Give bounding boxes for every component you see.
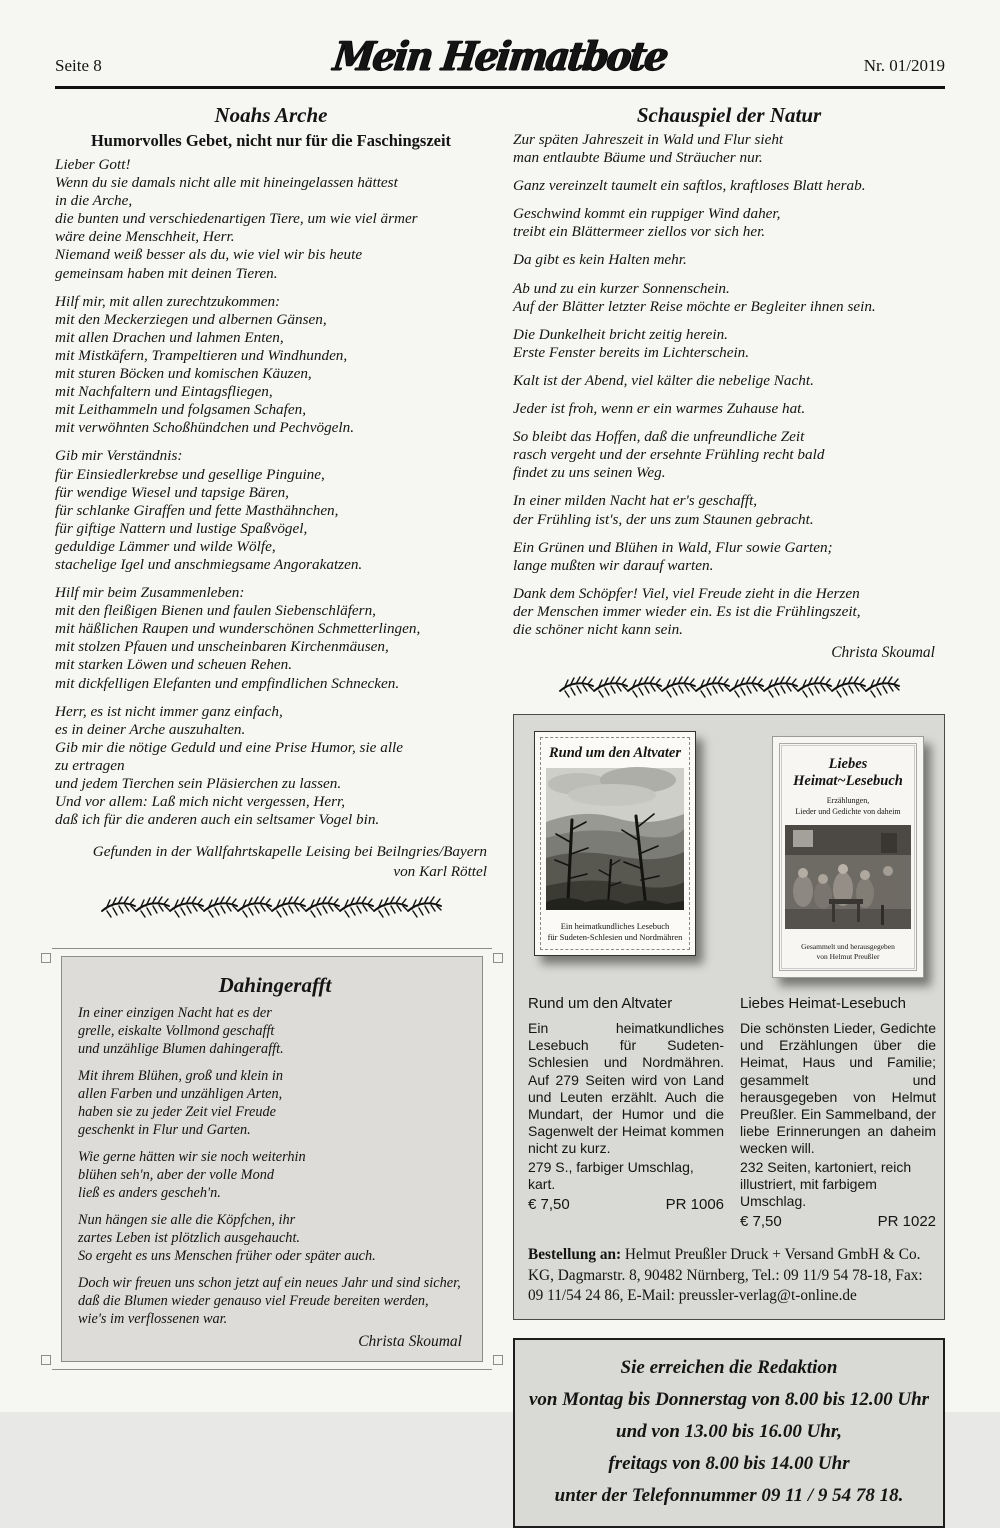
book-cover-caption: Ein heimatkundliches Lesebuch für Sudeten-Schlesien und Nordmähren <box>547 921 683 943</box>
poem-line: Auf der Blätter letzter Reise möchte er Begleiter ihnen sein. <box>513 297 876 315</box>
masthead-title: Mein Heimatbote <box>330 32 670 80</box>
poem-line: mit sturen Böcken und komischen Käuzen, <box>55 365 312 383</box>
poem-schauspiel <box>513 131 945 639</box>
poem-line: Mit ihrem Blühen, groß und klein in <box>78 1068 284 1085</box>
book-price: € 7,50 <box>740 1213 782 1231</box>
stanza-gap <box>513 316 945 326</box>
poem-line: Kalt ist der Abend, viel kälter die nebelige Nacht. <box>513 371 814 389</box>
order-contact <box>526 1245 932 1307</box>
order-label: Bestellung an: <box>528 1246 622 1264</box>
poem-line: mit Mistkäfern, Trampeltieren und Windhunden, <box>55 346 348 364</box>
poem-line: und unzählige Blumen dahingerafft. <box>78 1041 284 1058</box>
poem-line: findet zu uns seinen Weg. <box>513 464 666 482</box>
article-subtitle: Humorvolles Gebet, nicht nur für die Faschingszeit <box>90 131 452 150</box>
corner-square-ornament <box>493 1355 503 1365</box>
book-cover-frame <box>540 737 690 950</box>
poem-line: mit den Meckerziegen und albernen Gänsen, <box>55 310 327 328</box>
poem-line: mit Nachfaltern und Eintagsfliegen, <box>55 383 273 401</box>
poem-line: von Montag bis Donnerstag von 8.00 bis 12.00 Uhr <box>528 1388 930 1410</box>
poem-line: ließ es anders gescheh'n. <box>78 1185 221 1202</box>
poem-line: freitags von 8.00 bis 14.00 Uhr <box>608 1452 850 1474</box>
poem-line: Ganz vereinzelt taumelt ein saftlos, kraftloses Blatt herab. <box>513 177 866 195</box>
poem-line: für giftige Nattern und lustige Spaßvögel, <box>55 519 308 537</box>
stanza-gap <box>55 437 487 447</box>
poem-line: für schlanke Giraffen und fette Masthähnchen, <box>55 501 339 519</box>
book-price-row <box>528 1196 724 1213</box>
poem-line: Doch wir freuen uns schon jetzt auf ein neues Jahr und sind sicher, <box>78 1275 461 1292</box>
book-description-text: Die schönsten Lieder, Gedichte und Erzählungen über die Heimat, Haus und Familie; gesammelt und herausgegeben von Helmut Preußler. Ein Sammelband, der liebe Erinnerungen an daheim wecken will. <box>740 1020 936 1157</box>
poem-line: So ergeht es uns Menschen früher oder später auch. <box>78 1248 376 1265</box>
content-columns <box>55 97 945 1528</box>
article-title: Dahingerafft <box>218 973 332 998</box>
attribution-source: Gefunden in der Wallfahrtskapelle Leising bei Beilngries/Bayern <box>92 843 487 861</box>
landscape-painting <box>546 768 684 910</box>
article-title: Noahs Arche <box>214 103 328 127</box>
poem-line: Erste Fenster bereits im Lichterschein. <box>513 343 750 361</box>
poem-line: Jeder ist froh, wenn er ein warmes Zuhause hat. <box>513 400 806 418</box>
poem-author: Christa Skoumal <box>831 644 935 662</box>
poem-line: lange mußten wir darauf warten. <box>513 556 714 574</box>
stanza-gap <box>78 1265 472 1274</box>
article-schauspiel <box>513 103 945 662</box>
article-noahs-arche <box>55 103 487 882</box>
stanza-gap <box>78 1139 472 1148</box>
poem-line: Hilf mir beim Zusammenleben: <box>55 584 245 602</box>
poem-line: geduldige Lämmer und wilde Wölfe, <box>55 537 276 555</box>
book-description-lesebuch <box>740 995 936 1230</box>
poem-line: für wendige Wiesel und tapsige Bären, <box>55 483 289 501</box>
page-number: Seite 8 <box>55 56 102 75</box>
poem-line: Wenn du sie damals nicht alle mit hineingelassen hättest <box>55 174 398 192</box>
poem-line: der Menschen immer wieder ein. Es ist die Frühlingszeit, <box>513 602 861 620</box>
stanza-gap <box>513 241 945 251</box>
poem-line: Geschwind kommt ein ruppiger Wind daher, <box>513 205 781 223</box>
stanza-gap <box>513 270 945 280</box>
poem-line: So bleibt das Hoffen, daß die unfreundliche Zeit <box>513 428 805 446</box>
poem-line: für Einsiedlerkrebse und gesellige Pinguine, <box>55 465 325 483</box>
book-description-text: Ein heimatkundliches Lesebuch für Sudeten-Schlesien und Nordmähren. Auf 279 Seiten wird von Land und Leuten erzählt. Auch die Mundart, der Humor und die Sagenwelt der Heimat kommen nicht zu kurz. <box>528 1020 724 1157</box>
book-description-altvater <box>528 995 724 1230</box>
order-text: Helmut Preußler Druck + Versand GmbH & Co. KG, Dagmarstr. 8, 90482 Nürnberg, Tel.: 09 11/9 54 78-18, Fax: 09 11/54 24 86, E-Mail: preussler-verlag@t-online.de <box>528 1246 923 1305</box>
poem-line: wäre deine Menschheit, Herr. <box>55 228 235 246</box>
poem-line: in die Arche, <box>55 192 133 210</box>
poem-line: Lieber Gott! <box>55 156 131 173</box>
stanza-gap <box>513 362 945 372</box>
leaf-garland-icon <box>559 673 899 699</box>
poem-line: Gib mir Verständnis: <box>55 447 183 465</box>
poem-line: unter der Telefonnummer 09 11 / 9 54 78 18. <box>554 1484 904 1506</box>
book-cover-title: Rund um den Altvater <box>548 745 681 762</box>
book-cover-frame <box>779 743 917 971</box>
stanza-gap <box>513 575 945 585</box>
poem-line: man entlaubte Bäume und Sträucher nur. <box>513 149 763 167</box>
book-spec: 232 Seiten, kartoniert, reich illustriert, mit farbigem Umschlag. <box>740 1158 912 1210</box>
poem-line: es in deiner Arche auszuhalten. <box>55 720 246 738</box>
poem-line: Gib mir die nötige Geduld und eine Prise Humor, sie alle <box>55 738 403 756</box>
poem-line: mit stolzen Pfauen und unscheinbaren Kirchenmäusen, <box>55 638 389 656</box>
poem-line: und von 13.00 bis 16.00 Uhr, <box>616 1420 842 1442</box>
book-price-row <box>740 1213 936 1230</box>
stanza-gap <box>513 482 945 492</box>
poem-line: Sie erreichen die Redaktion <box>620 1356 838 1378</box>
stanza-gap <box>55 693 487 703</box>
issue-number: Nr. 01/2019 <box>863 56 945 75</box>
poem-line: mit Leithammeln und folgsamen Schafen, <box>55 401 306 419</box>
poem-line: Wie gerne hätten wir sie noch weiterhin <box>78 1149 306 1166</box>
book-cover-caption: Gesammelt und herausgegeben von Helmut Preußler <box>801 942 895 962</box>
header-rule <box>55 86 945 89</box>
book-covers-row <box>526 731 932 978</box>
poem-line: stachelige Igel und anschmiegsame Angorakatzen. <box>55 555 363 573</box>
stanza-gap <box>513 167 945 177</box>
book-spec: 279 S., farbiger Umschlag, kart. <box>528 1158 694 1192</box>
poem-line: mit häßlichen Raupen und wunderschönen Schmetterlingen, <box>55 620 421 638</box>
poem-line: Hilf mir, mit allen zurechtzukommen: <box>55 292 281 310</box>
corner-square-ornament <box>41 953 51 963</box>
page-header <box>55 30 945 78</box>
poem-attribution <box>55 842 487 882</box>
poem-line: die schöner nicht kann sein. <box>513 620 683 638</box>
left-column <box>55 97 487 1528</box>
box-border-ornament <box>52 948 492 949</box>
poem-line: Und vor allem: Laß mich nicht vergessen, Herr, <box>55 793 346 811</box>
box-border-ornament <box>52 1369 492 1370</box>
book-cover-altvater <box>534 731 696 956</box>
article-title: Schauspiel der Natur <box>636 103 822 127</box>
poem-line: gemeinsam haben mit deinen Tieren. <box>55 264 278 282</box>
book-heading: Liebes Heimat-Lesebuch <box>740 995 906 1013</box>
poem-noahs-arche <box>55 156 487 829</box>
stanza-gap <box>78 1202 472 1211</box>
poem-line: zu ertragen <box>55 756 125 774</box>
poem-author: Christa Skoumal <box>358 1333 462 1351</box>
book-cover-title: Liebes Heimat~Lesebuch <box>793 756 903 789</box>
book-ad-box <box>513 714 945 1320</box>
poem-line: allen Farben und unzähligen Arten, <box>78 1086 283 1103</box>
poem-line: Ein Grünen und Blühen in Wald, Flur sowie Garten; <box>513 538 833 556</box>
poem-line: Die Dunkelheit bricht zeitig herein. <box>513 325 728 343</box>
attribution-author: von Karl Röttel <box>393 863 487 881</box>
stanza-gap <box>55 574 487 584</box>
book-heading: Rund um den Altvater <box>528 995 673 1013</box>
poem-line: Ab und zu ein kurzer Sonnenschein. <box>513 279 730 297</box>
poem-line: rasch vergeht und der ersehnte Frühling recht bald <box>513 446 825 464</box>
corner-square-ornament <box>493 953 503 963</box>
poem-line: haben sie zu jeder Zeit viel Freude <box>78 1104 276 1121</box>
poem-line: mit den fleißigen Bienen und faulen Siebenschläfern, <box>55 602 376 620</box>
stanza-gap <box>55 283 487 293</box>
book-price: € 7,50 <box>528 1196 570 1214</box>
poem-line: und jedem Tierchen sein Pläsierchen zu lassen. <box>55 775 342 792</box>
book-descriptions-row <box>526 995 936 1231</box>
stanza-gap <box>78 1058 472 1067</box>
poem-line: Herr, es ist nicht immer ganz einfach, <box>55 702 283 720</box>
interior-painting <box>785 825 911 929</box>
poem-line: treibt ein Blättermeer ziellos vor sich her. <box>513 223 766 241</box>
redaktion-notice <box>513 1338 945 1528</box>
poem-line: wie's im verflossenen war. <box>78 1311 228 1328</box>
article-dahingerafft <box>61 956 483 1362</box>
poem-line: daß ich für die anderen auch ein seltsamer Vogel bin. <box>55 811 380 829</box>
poem-line: Zur späten Jahreszeit in Wald und Flur sieht <box>513 131 784 148</box>
poem-line: Nun hängen sie alle die Köpfchen, ihr <box>78 1212 296 1229</box>
stanza-gap <box>513 390 945 400</box>
poem-line: grelle, eiskalte Vollmond geschafft <box>78 1023 275 1040</box>
book-cover-subtitle: Erzählungen, Lieder und Gedichte von daheim <box>795 796 901 816</box>
stanza-gap <box>513 529 945 539</box>
poem-line: zartes Leben ist plötzlich ausgehaucht. <box>78 1230 300 1247</box>
poem-line: Da gibt es kein Halten mehr. <box>513 251 687 269</box>
poem-line: In einer einzigen Nacht hat es der <box>78 1005 272 1022</box>
right-column <box>513 97 945 1528</box>
poem-line: mit starken Löwen und scheuen Rehen. <box>55 656 293 674</box>
poem-line: Dank dem Schöpfer! Viel, viel Freude zieht in die Herzen <box>513 584 860 602</box>
book-cover-lesebuch <box>772 736 924 978</box>
leaf-garland-icon <box>101 893 441 919</box>
stanza-gap <box>513 195 945 205</box>
poem-line: mit dickfelligen Elefanten und empfindlichen Schnecken. <box>55 674 400 692</box>
poem-line: daß die Blumen wieder genauso viel Freude bereiten werden, <box>78 1293 429 1310</box>
leaf-garland-divider <box>513 673 945 704</box>
poem-line: mit allen Drachen und lahmen Enten, <box>55 328 284 346</box>
poem-line: die bunten und verschiedenartigen Tiere, um wie viel ärmer <box>55 210 418 228</box>
poem-dahingerafft <box>78 1004 472 1328</box>
corner-square-ornament <box>41 1355 51 1365</box>
poem-line: Niemand weiß besser als du, wie viel wir bis heute <box>55 246 363 264</box>
poem-line: mit verwöhnten Schoßhündchen und Pechvögeln. <box>55 419 355 437</box>
leaf-garland-divider <box>55 893 487 924</box>
poem-line: der Frühling ist's, der uns zum Staunen gebracht. <box>513 510 814 528</box>
stanza-gap <box>513 418 945 428</box>
poem-line: geschenkt in Flur und Garten. <box>78 1122 251 1139</box>
poem-line: In einer milden Nacht hat er's geschafft, <box>513 492 758 510</box>
book-order-code: PR 1022 <box>877 1213 936 1231</box>
book-order-code: PR 1006 <box>665 1196 724 1214</box>
poem-line: blühen seh'n, aber der volle Mond <box>78 1167 275 1184</box>
